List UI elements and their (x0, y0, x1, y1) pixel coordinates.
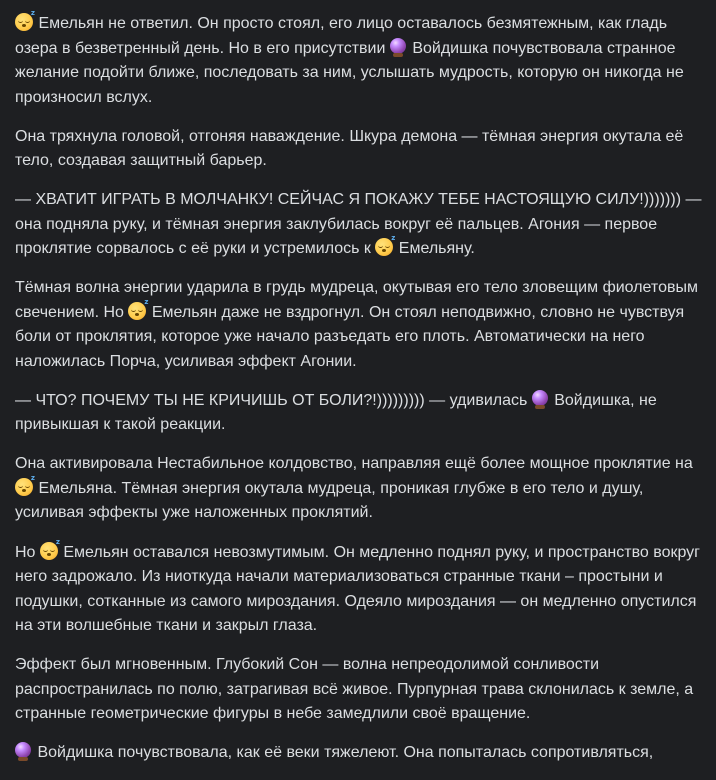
paragraph-6-text-b: Емельяна. Тёмная энергия окутала мудреца, проникая глубже в его тело и душу, усиливая эффекты уже наложенных проклятий. (15, 479, 644, 522)
paragraph-9 (15, 741, 705, 766)
paragraph-3 (15, 188, 705, 262)
paragraph-4-text-b: Емельян даже не вздрогнул. Он стоял неподвижно, словно не чувствуя боли от проклятия, которое уже начало разъедать его плоть. Автоматически на него наложилась Порча, усиливая эффект Агонии. (15, 303, 685, 370)
paragraph-2: Она тряхнула головой, отгоняя наваждение. Шкура демона — тёмная энергия окутала её тело, создавая защитный барьер. (15, 127, 684, 170)
paragraph-9-text: Войдишка почувствовала, как её веки тяжелеют. Она попыталась сопротивляться, (37, 744, 654, 762)
paragraph-5 (15, 389, 705, 438)
paragraph-7-text-a: Но (15, 543, 36, 561)
sleeping-face-icon: z (375, 238, 393, 256)
sleeping-face-icon: z (15, 13, 33, 31)
paragraph-4 (15, 276, 705, 374)
paragraph-4-text-a: Тёмная волна энергии ударила в грудь мудреца, окутывая его тело зловещим фиолетовым свечением. Но (15, 279, 698, 321)
paragraph-5-text-b: Войдишка, не привыкшая к такой реакции. (15, 391, 657, 434)
paragraph-7 (15, 537, 705, 639)
sleeping-face-icon: z (15, 478, 33, 496)
paragraph-8: Эффект был мгновенным. Глубокий Сон — волна непреодолимой сонливости распространилась по полю, затрагивая всё живое. Пурпурная трава склонилась к земле, а странные геометрические фигуры в небе замедлили своё вращение. (15, 656, 694, 723)
crystal-ball-icon (390, 38, 406, 54)
paragraph-7-text-b: Емельян оставался невозмутимым. Он медленно поднял руку, и пространство вокруг него задрожало. Из ниоткуда начали материализоваться странные ткани – простыни и подушки, сотканные из самого мироздания. Одеяло мироздания — он медленно опустился на эти волшебные ткани и закрыл глаза. (15, 543, 701, 635)
paragraph-1-text-a: Емельян не ответил. Он просто стоял, его лицо оставалось безмятежным, как гладь озера в безветренный день. Но в его присутствии (15, 15, 668, 57)
paragraph-5-text-a: — ЧТО? ПОЧЕМУ ТЫ НЕ КРИЧИШЬ ОТ БОЛИ?!))))))))) — удивилась (15, 391, 528, 409)
sleeping-face-icon: z (40, 542, 58, 560)
paragraph-3-text-b: Емельяну. (398, 240, 475, 258)
crystal-ball-icon (15, 742, 31, 758)
paragraph-1-text-b: Войдишка почувствовала странное желание подойти ближе, последовать за ним, услышать мудрость, которую он никогда не произносил вслух. (15, 39, 684, 106)
crystal-ball-icon (532, 390, 548, 406)
paragraph-1 (15, 9, 705, 110)
story-text (15, 9, 705, 780)
paragraph-6-text-a: Она активировала Нестабильное колдовство, направляя ещё более мощное проклятие на (15, 455, 693, 473)
paragraph-3-text-a: — ХВАТИТ ИГРАТЬ В МОЛЧАНКУ! СЕЙЧАС Я ПОКАЖУ ТЕБЕ НАСТОЯЩУЮ СИЛУ!))))))) — она подняла руку, и тёмная энергия заклубилась вокруг её пальцев. Агония — первое проклятие сорвалось с её руки и устремилось к (15, 191, 702, 258)
sleeping-face-icon: z (128, 302, 146, 320)
paragraph-6 (15, 452, 705, 526)
